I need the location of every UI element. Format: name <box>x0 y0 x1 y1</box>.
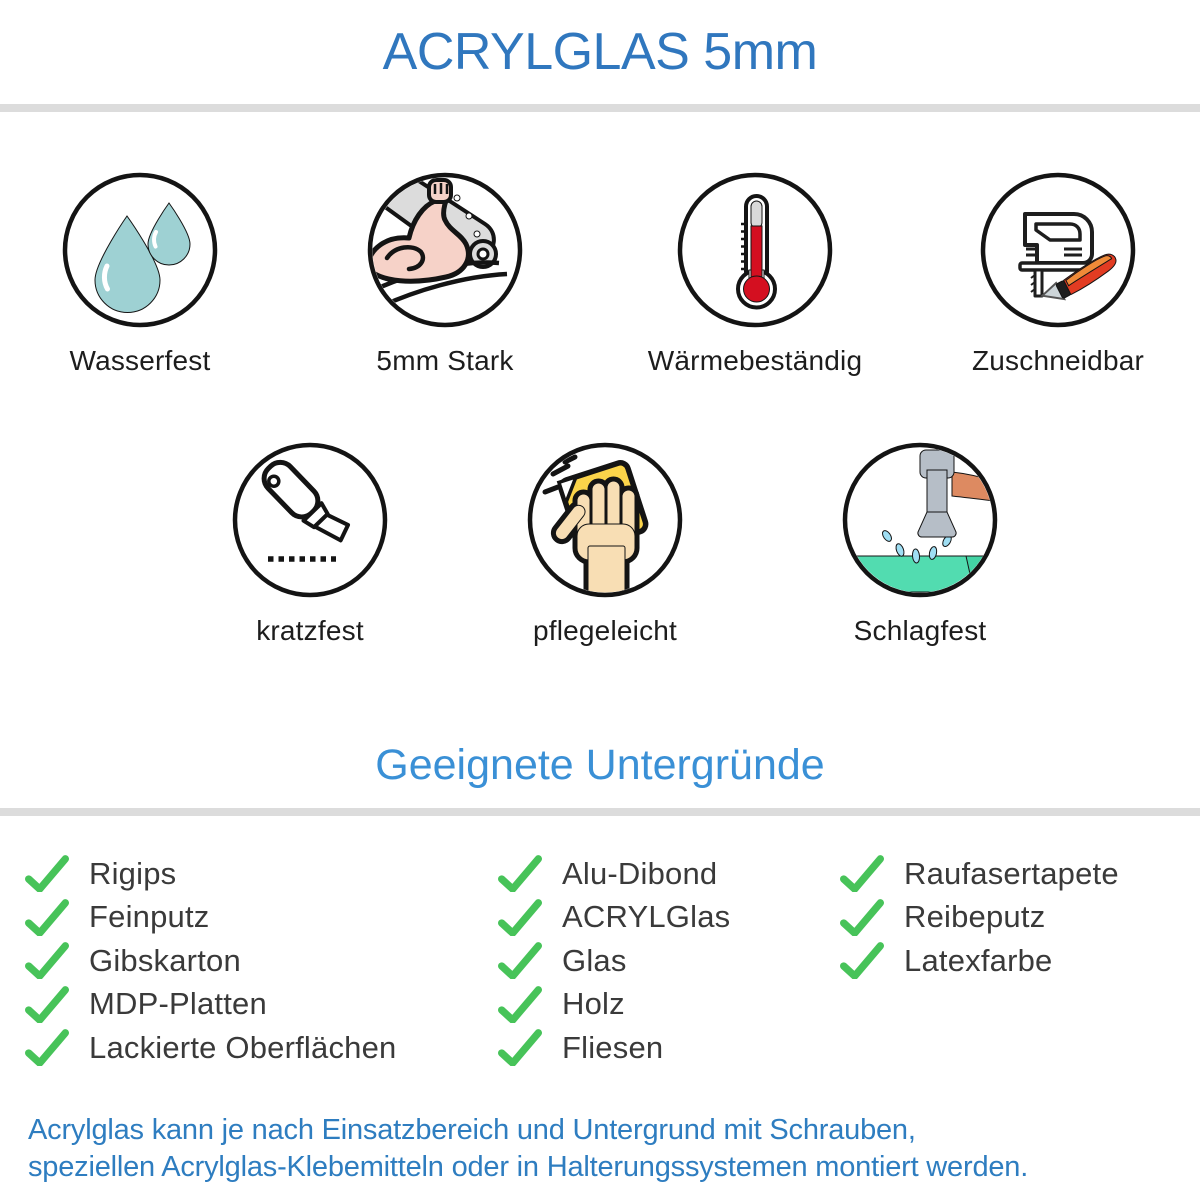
substrate-label: MDP-Platten <box>89 986 267 1022</box>
checkmark-icon <box>498 942 542 979</box>
jigsaw-knife-icon <box>978 170 1138 330</box>
substrate-label: Fliesen <box>562 1029 664 1065</box>
checkmark-icon <box>498 1029 542 1066</box>
substrate-item <box>840 852 1119 896</box>
substrate-label: Reibeputz <box>904 899 1046 935</box>
page-title: ACRYLGLAS 5mm <box>382 23 818 81</box>
checkmark-icon <box>25 942 69 979</box>
checkmark-icon <box>840 942 884 979</box>
substrate-item <box>25 939 396 983</box>
substrate-item <box>840 939 1119 983</box>
divider-top <box>0 104 1200 112</box>
checkmark-icon <box>25 899 69 936</box>
substrate-label: Alu-Dibond <box>562 855 718 891</box>
checkmark-icon <box>498 855 542 892</box>
feature-label: Zuschneidbar <box>971 345 1145 376</box>
water-drops-icon <box>60 170 220 330</box>
substrate-item <box>498 983 730 1027</box>
feature-label: Wasserfest <box>69 345 211 376</box>
substrates-heading: Geeignete Untergründe <box>375 741 825 789</box>
substrates-column-2 <box>498 852 730 1070</box>
feature-kratzfest <box>190 440 430 647</box>
substrate-item <box>498 939 730 983</box>
feature-wasserfest <box>20 170 260 377</box>
substrate-label: ACRYLGlas <box>562 899 731 935</box>
checkmark-icon <box>25 986 69 1023</box>
thermometer-icon <box>675 170 835 330</box>
substrate-item <box>25 896 396 940</box>
checkmark-icon <box>498 899 542 936</box>
feature-label: 5mm Stark <box>376 345 514 376</box>
substrates-column-3 <box>840 852 1119 983</box>
substrate-label: Glas <box>562 942 627 978</box>
feature-label: pflegeleicht <box>532 615 678 646</box>
substrate-item <box>25 983 396 1027</box>
wiping-hand-icon <box>525 440 685 600</box>
substrate-label: Raufasertapete <box>904 855 1119 891</box>
checkmark-icon <box>25 1029 69 1066</box>
divider-middle <box>0 808 1200 816</box>
feature-label: Wärmebeständig <box>647 345 863 376</box>
feature-pflegeleicht <box>485 440 725 647</box>
substrate-label: Gibskarton <box>89 942 241 978</box>
hammer-impact-icon <box>840 440 1000 600</box>
mounting-note <box>28 1112 1028 1186</box>
mounting-note-line2: speziellen Acrylglas-Klebemitteln oder in Halterungssystemen montiert werden. <box>28 1151 1029 1183</box>
substrate-label: Holz <box>562 986 625 1022</box>
substrate-item <box>840 896 1119 940</box>
strong-arm-sheet-icon <box>365 170 525 330</box>
feature-label: kratzfest <box>256 615 364 646</box>
checkmark-icon <box>840 855 884 892</box>
substrate-label: Rigips <box>89 855 177 891</box>
substrate-item <box>498 896 730 940</box>
utility-knife-icon <box>230 440 390 600</box>
checkmark-icon <box>498 986 542 1023</box>
substrate-item <box>25 852 396 896</box>
checkmark-icon <box>25 855 69 892</box>
feature-label: Schlagfest <box>853 615 987 646</box>
checkmark-icon <box>840 899 884 936</box>
feature-5mm-stark <box>325 170 565 377</box>
mounting-note-line1: Acrylglas kann je nach Einsatzbereich und Untergrund mit Schrauben, <box>28 1114 916 1146</box>
substrate-item <box>498 1026 730 1070</box>
substrate-label: Latexfarbe <box>904 942 1053 978</box>
substrate-label: Feinputz <box>89 899 210 935</box>
substrate-label: Lackierte Oberflächen <box>89 1029 397 1065</box>
substrates-column-1 <box>25 852 396 1070</box>
substrate-item <box>25 1026 396 1070</box>
feature-zuschneidbar <box>938 170 1178 377</box>
feature-schlagfest <box>800 440 1040 647</box>
feature-waermebestaendig <box>635 170 875 377</box>
substrate-item <box>498 852 730 896</box>
